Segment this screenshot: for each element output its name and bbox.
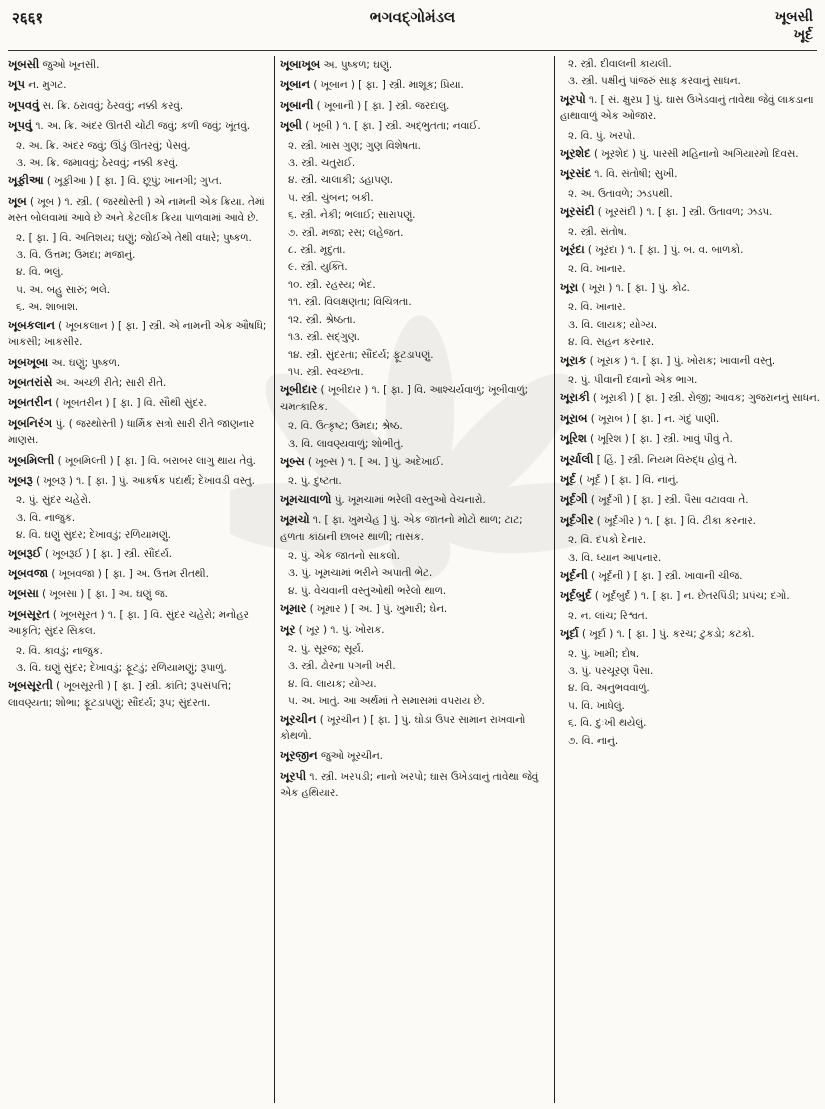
sense-line <box>280 138 548 154</box>
definition-text: ( ખૂરાક ) ૧. [ ફા. ] પું. ખોરાક; ખાવાની વસ્તુ. <box>586 354 776 367</box>
sense-line <box>560 608 820 624</box>
sense-line <box>280 693 548 709</box>
definition-text: ( ખૂરંદા ) ૧. [ ફા. ] પું. બ. વ. બાળકો. <box>584 244 744 257</box>
sense-line <box>280 242 548 258</box>
definition-text: ( ખૂબીદાર ) ૧. [ ફા. ] વિ. આશ્ચર્યવાળું; ખૂબીવાળું; ચમત્કારિક. <box>280 384 529 413</box>
definition-text: ૨. પું. સૂરજ; સૂર્ય. <box>288 643 365 655</box>
sense-line <box>280 548 548 564</box>
definition-text: ( ખૂર્દગી ) [ ફા. ] સ્ત્રી. પૈસા વટાવવા તે. <box>587 494 749 507</box>
dictionary-entry <box>560 241 820 258</box>
sense-line <box>560 550 820 566</box>
sense-line <box>8 299 270 315</box>
definition-text: ૩. વિ. ઉત્તમ; ઉમદા; મજાનું. <box>16 249 136 262</box>
definition-text: ( ખૂરાકી ) [ ફા. ] સ્ત્રી. રોજી; આવક; ગુજરાનનું સાધન. <box>589 392 820 405</box>
headword: ખૂર્દબુર્દ <box>560 588 592 603</box>
definition-text: ૧૫. સ્ત્રી. સ્વચ્છતા. <box>288 365 364 378</box>
definition-text: ૪. વિ. લાયક; યોગ્ય. <box>288 677 377 690</box>
dictionary-entry <box>280 511 548 545</box>
definition-text: ( ખૂરચીન ) [ ફા. ] પું. ઘોડા ઉપર સામાન રાખવાનો કોથળો. <box>280 713 526 743</box>
sense-line <box>560 733 820 749</box>
definition-text: ૯. સ્ત્રી. યુક્તિ. <box>288 261 348 274</box>
headword: ખૂપવું <box>8 118 33 133</box>
definition-text: ( ખૂર્દબુર્દ ) ૧. [ ફા. ] ન. છેતરપિંડી; પ્રપંચ; દગો. <box>591 590 790 603</box>
headword: ખૂપવવું <box>8 97 40 112</box>
sense-line <box>8 155 270 171</box>
headword: ખૂપ <box>8 77 25 92</box>
definition-text: ( ખૂબી ) ૧. [ ફા. ] સ્ત્રી. અદ્ભુતતા; નવાઈ. <box>301 120 481 133</box>
definition-text: ૩. વિ. લાયક; યોગ્ય. <box>568 318 658 331</box>
definition-text: ૧૪. સ્ત્રી. સુંદરતા; સૌંદર્ય; ફૂટડાપણું. <box>288 348 434 361</box>
headword: ખૂર્દની <box>560 567 588 582</box>
definition-text: ૧૧. સ્ત્રી. વિલક્ષણતા; વિચિત્રતા. <box>288 296 412 309</box>
definition-text: ન. મુગટ. <box>24 79 67 92</box>
sense-line <box>560 646 820 662</box>
header-rule <box>8 50 817 51</box>
sense-line <box>280 641 548 657</box>
headword: ખૂર્દા <box>560 626 579 641</box>
definition-text: ( ખૂબમિલ્તી ) [ ફા. ] વિ. બરાબર લાગુ થાય તેવું. <box>54 454 256 467</box>
definition-text: અ. અચ્છી રીતે; સારી રીતે. <box>52 376 167 389</box>
definition-text: ( ખૂબરૂઈ ) [ ફા. ] સ્ત્રી. સૌંદર્ય. <box>41 547 173 560</box>
headword: ખૂબીદાર <box>280 382 318 397</box>
definition-text: ૬. વિ. દુઃખી થયેલું. <box>568 717 647 730</box>
dictionary-entry <box>280 621 548 638</box>
definition-text: ( ખૂબ્સ ) ૧. [ અ. ] પું. અદેખાઈ. <box>304 455 444 468</box>
headword: ખૂબનિરંગ <box>8 415 53 430</box>
definition-text: ૧. વિ. સંતોષી; સુખી. <box>591 168 678 181</box>
definition-text: ૬. સ્ત્રી. નેકી; ભલાઈ; સારાપણું. <box>288 209 416 222</box>
definition-text: ( ખૂબસૂરતી ) [ ફા. ] સ્ત્રી. કાંતિ; રૂપસંપત્તિ; લાવણ્યતા; શોભા; ફૂટડાપણું; સૌંદર્ય; રૂપ; સુંદરતા. <box>8 680 232 709</box>
dictionary-entry <box>560 203 820 220</box>
sense-line <box>280 190 548 206</box>
sense-line <box>8 492 270 508</box>
sense-line <box>560 128 820 144</box>
dictionary-entry <box>8 172 270 189</box>
dictionary-entry <box>560 91 820 125</box>
dictionary-entry <box>560 352 820 369</box>
sense-line <box>280 277 548 293</box>
definition-text: ૧. [ સં. ક્ષુરપ્ર ] પું. ઘાસ ઉખેડવાનું તાવેથા જેવું લાકડાના હાથાવાળું એક ઓજાર. <box>560 93 814 123</box>
definition-text: ( ખૂફીઆ ) [ ફા. ] વિ. છૂપું; ખાનગી; ગુપ્ત. <box>43 175 223 188</box>
sense-line <box>280 565 548 581</box>
dictionary-entry <box>8 472 270 489</box>
dictionary-entry <box>560 279 820 296</box>
headword: ખૂબસા <box>8 586 39 601</box>
guide-word-bottom: ખૂર્દ <box>793 27 813 43</box>
definition-text: ( ખૂબરૂ ) ૧. [ ફા. ] પું. આકર્ષક પદાર્થ; દેખાવડી વસ્તુ. <box>32 474 255 487</box>
sense-line <box>560 680 820 696</box>
headword: ખૂફીઆ <box>8 173 44 188</box>
dictionary-entry <box>8 374 270 391</box>
definition-text: ( ખૂરશેદ ) પું. પારસી મહિનાનો અગિયારમો દિવસ. <box>590 148 799 161</box>
dictionary-entry <box>8 415 270 449</box>
headword: ખૂમચો <box>280 512 310 527</box>
sense-line <box>560 186 820 202</box>
sense-line <box>8 282 270 298</box>
headword: ખૂબાની <box>280 97 314 112</box>
definition-text: ૧૦. સ્ત્રી. રહસ્ય; ભેદ. <box>288 278 376 291</box>
guide-word-top: ખૂબસી <box>774 9 813 25</box>
sense-line <box>560 224 820 240</box>
definition-text: ૩. વિ. લાવણ્યવાળું; શોભીતું. <box>288 437 404 450</box>
column-divider <box>554 56 555 1103</box>
column-3 <box>560 56 820 1103</box>
sense-line <box>280 225 548 241</box>
definition-text: ૨. પું. સુંદર ચહેરો. <box>16 494 92 507</box>
definition-text: ૮. સ્ત્રી. મૃદુતા. <box>288 244 346 257</box>
dictionary-entry <box>8 76 270 93</box>
definition-text: ૪. વિ. અનુભવવાળું. <box>568 682 650 695</box>
headword: ખૂબખૂબા <box>8 354 49 369</box>
definition-text: ૨. વિ. ખાનાર. <box>568 301 626 314</box>
definition-text: ૨. વિ. દપકો દેનાર. <box>568 534 646 547</box>
definition-text: સ. ક્રિ. ઠરાવવું; ઠેરવવું; નક્કી કરવું. <box>39 99 184 112</box>
definition-text: ૨. સ્ત્રી. સંતોષ. <box>568 225 627 238</box>
headword: ખૂરચીન <box>280 711 317 726</box>
definition-text: ( ખૂરા ) ૧. [ ફા. ] પું. કોઢ. <box>578 281 690 294</box>
definition-text: ( ખૂબસા ) [ ફા. ] અ. ઘણું જ. <box>38 588 168 601</box>
dictionary-columns <box>8 56 819 1103</box>
definition-text: ૫. અ. બહુ સારું; ભલે. <box>16 283 111 296</box>
headword: ખૂર્ચાલી <box>560 451 594 466</box>
dictionary-entry <box>560 145 820 162</box>
dictionary-entry <box>280 747 548 764</box>
headword: ખૂરપો <box>560 91 586 106</box>
definition-text: ૪. વિ. ભલું. <box>16 266 64 279</box>
headword: ખૂરંદા <box>560 242 585 257</box>
definition-text: ( ખૂબસૂરત ) ૧. [ ફા. ] વિ. સુંદર ચહેરો; મનોહર આકૃતિ; સુંદર સિકલ. <box>8 608 249 638</box>
sense-line <box>280 294 548 310</box>
page-number: २६६१ <box>12 9 44 27</box>
sense-line <box>280 347 548 363</box>
sense-line <box>280 436 548 452</box>
dictionary-entry <box>8 354 270 371</box>
definition-text: ૨. વિ. પું. ખરપો. <box>568 129 636 142</box>
definition-text: ( ખૂર્દની ) [ ફા. ] સ્ત્રી. ખાવાની ચીજ. <box>587 569 743 582</box>
headword: ખૂરા <box>560 279 579 294</box>
sense-line <box>560 532 820 548</box>
definition-text: ૩. વિ. ઘણું સુંદર; દેખાવડું; ફૂટડું; રળિયામણું; રૂપાળું. <box>16 662 227 674</box>
dictionary-entry <box>280 381 548 415</box>
definition-text: ( ખૂરસંદી ) ૧. [ ફા. ] સ્ત્રી. ઉતાવળ; ઝડપ. <box>594 206 773 219</box>
headword: ખૂર <box>280 621 296 636</box>
sense-line <box>8 510 270 526</box>
definition-text: ( ખૂબાની ) [ ફા. ] સ્ત્રી. જરદાલુ. <box>313 99 450 112</box>
definition-text: જુઓ ખૂનસી. <box>39 59 100 71</box>
dictionary-entry <box>8 394 270 411</box>
dictionary-entry <box>280 76 548 93</box>
definition-text: ૨. અ. ઉતાવળે; ઝડપથી. <box>568 187 673 200</box>
definition-text: ( ખૂબતરીન ) [ ફા. ] વિ. સૌથી સુંદર. <box>52 397 207 410</box>
headword: ખૂબસૂરતી <box>8 678 53 693</box>
guide-words <box>775 8 813 44</box>
definition-text: ૩. વિ. ધ્યાન આપનાર. <box>568 551 662 564</box>
sense-line <box>280 155 548 171</box>
sense-line <box>280 259 548 275</box>
definition-text: ૨. પું. એક જાતનો સાકલો. <box>288 549 401 562</box>
headword: ખૂબી <box>280 118 302 133</box>
definition-text: અ. ઘણું; પુષ્કળ. <box>48 356 121 369</box>
definition-text: ૨. [ ફા. ] વિ. અતિશય; ઘણું; જોઈએ તેથી વધારે; પુષ્કળ. <box>16 231 252 244</box>
headword: ખૂર્દગીર <box>560 512 594 527</box>
headword: ખૂબસી <box>8 57 40 71</box>
sense-line <box>8 643 270 659</box>
definition-text: ૪. પું. વેચવાની વસ્તુઓથી ભરેલો થાળ. <box>288 584 447 597</box>
definition-text: ૩. અ. ક્રિ. જમાવવું; ઠેરવવું; નક્કી કરવું. <box>16 157 179 170</box>
definition-text: ૫. વિ. ખાધેલું. <box>568 699 625 712</box>
headword: ખૂબમિલ્તી <box>8 452 55 467</box>
sense-line <box>280 676 548 692</box>
sense-line <box>280 329 548 345</box>
headword: ખૂબસૂરત <box>8 606 50 621</box>
dictionary-entry <box>8 565 270 582</box>
headword: ખૂરાકી <box>560 390 590 405</box>
definition-text: ( ખૂર ) ૧. પું. ખોરાક. <box>295 623 385 636</box>
sense-line <box>560 663 820 679</box>
sense-line <box>280 312 548 328</box>
dictionary-entry <box>8 317 270 351</box>
definition-text: પું. ખૂમચામાં ભરેલી વસ્તુઓ વેચનારો. <box>331 493 486 506</box>
headword: ખૂરસંદી <box>560 204 595 219</box>
dictionary-entry <box>560 451 820 468</box>
sense-line <box>560 317 820 333</box>
definition-text: ૧. અ. ક્રિ. અંદર ઊતરી ચોંટી જવું; કળી જવું; ખૂંતવું. <box>32 120 251 133</box>
definition-text: ( ખૂબકલાન ) [ ફા. ] સ્ત્રી. એ નામની એક ઔષધિ; ખાકસી; ખાકસીર. <box>8 319 267 349</box>
headword: ખૂરાક <box>560 352 587 367</box>
definition-text: ૧૨. સ્ત્રી. શ્રેષ્ઠતા. <box>288 313 356 326</box>
dictionary-entry <box>8 117 270 134</box>
definition-text: ૨. અ. ક્રિ. અંદર જવું; ઊંડું ઊતરવું; પેસવું. <box>16 139 191 152</box>
dictionary-entry <box>280 491 548 508</box>
headword: ખૂબ્સ <box>280 453 305 468</box>
dictionary-entry <box>280 97 548 114</box>
definition-text: ૨. વિ. ખાનાર. <box>568 263 626 276</box>
dictionary-entry <box>8 585 270 602</box>
dictionary-entry <box>280 600 548 617</box>
dictionary-entry <box>280 711 548 745</box>
definition-text: ૨. સ્ત્રી. ખાસ ગુણ; ગુણ વિશેષતા. <box>288 139 421 152</box>
definition-text: ૨. વિ. ઉત્કૃષ્ટ; ઉમદા; શ્રેષ્ઠ. <box>288 420 403 433</box>
sense-line <box>280 364 548 380</box>
headword: ખૂરપી <box>280 768 307 783</box>
column-divider <box>274 56 275 1103</box>
definition-text: ૪. વિ. ઘણું સુંદર; દેખાવડું; રળિયામણું. <box>16 529 172 542</box>
definition-text: ૭. સ્ત્રી. મજા; રસ; લહેજત. <box>288 226 404 239</box>
dictionary-entry <box>560 165 820 182</box>
headword: ખૂરશેદ <box>560 146 591 161</box>
sense-line <box>560 73 820 89</box>
definition-text: ( ખૂરિશ ) [ ફા. ] સ્ત્રી. ખાવું પીવું તે. <box>586 433 733 446</box>
definition-text: [ હિં. ] સ્ત્રી. નિયમ વિરુદ્ધ હોવું તે. <box>593 453 738 466</box>
headword: ખૂરિશ <box>560 431 587 446</box>
headword: ખૂર્દ <box>560 471 576 486</box>
definition-text: ૭. વિ. નાનું. <box>568 734 619 747</box>
sense-line <box>560 261 820 277</box>
dictionary-entry <box>8 677 270 711</box>
sense-line <box>280 473 548 489</box>
dictionary-entry <box>560 625 820 642</box>
definition-text: ( ખૂબાન ) [ ફા. ] સ્ત્રી. માશૂક; પ્રિયા. <box>310 79 464 92</box>
headword: ખૂમચાવાળો <box>280 491 332 506</box>
sense-line <box>8 138 270 154</box>
headword: ખૂબવજા <box>8 565 49 580</box>
definition-text: ૬. અ. શાબાશ. <box>16 301 79 314</box>
dictionary-entry <box>560 491 820 508</box>
column-1 <box>8 56 270 1103</box>
dictionary-entry <box>280 768 548 802</box>
definition-text: અ. પુષ્કળ; ઘણું. <box>320 59 393 71</box>
definition-text: ૩. વિ. નાજુક. <box>16 511 76 524</box>
definition-text: ( ખૂર્દગીર ) ૧. [ ફા. ] વિ. ટીકા કરનાર. <box>593 514 756 527</box>
headword: ખૂબાખૂબ <box>280 57 321 71</box>
definition-text: ૨. ન. લાંચ; રિશ્વત. <box>568 609 648 622</box>
sense-line <box>280 172 548 188</box>
sense-line <box>560 299 820 315</box>
headword: ખૂબરૂ <box>8 472 33 487</box>
headword: ખૂરજીન <box>280 748 318 763</box>
dictionary-entry <box>8 97 270 114</box>
dictionary-entry <box>560 512 820 529</box>
headword: ખૂબકલાન <box>8 317 55 332</box>
sense-line <box>8 264 270 280</box>
definition-text: ( ખૂર્દા ) ૧. [ ફા. ] પું. કરચ; ટુકડો; કટકો. <box>578 628 755 641</box>
definition-text: ૨. સ્ત્રી. દીવાલની કાયલી. <box>568 58 672 70</box>
sense-line <box>280 418 548 434</box>
headword: ખૂબતરીન <box>8 395 53 410</box>
dictionary-entry <box>8 606 270 640</box>
sense-line <box>560 698 820 714</box>
definition-text: ૩. પું. ખૂમચામાં ભરીને અપાતી ભેટ. <box>288 567 433 580</box>
dictionary-entry <box>280 453 548 470</box>
definition-text: પું. ( જરથોસ્તી ) ધાર્મિક સત્રો સારી રીતે જાણનાર માણસ. <box>8 417 255 447</box>
headword: ખૂબતરાંસે <box>8 374 53 389</box>
sense-line <box>8 660 270 676</box>
definition-text: ૨. પું. પીવાની દવાનો એક ભાગ. <box>568 373 698 386</box>
dictionary-entry <box>560 471 820 488</box>
definition-text: ૪. સ્ત્રી. ચાલાકી; ડહાપણ. <box>288 174 394 187</box>
sense-line <box>560 334 820 350</box>
definition-text: ૨. વિ. કાવડું; નાજુક. <box>16 644 103 657</box>
definition-text: ૪. વિ. સહન કરનાર. <box>568 336 655 349</box>
sense-line <box>280 207 548 223</box>
definition-text: ૩. સ્ત્રી. ઢોરના પગની ખરી. <box>288 660 396 673</box>
sense-line <box>560 56 820 72</box>
definition-text: ૨. પું. ખામી; દોષ. <box>568 647 640 660</box>
sense-line <box>8 230 270 246</box>
dictionary-entry <box>560 430 820 447</box>
headword: ખૂરાબ <box>560 410 588 425</box>
sense-line <box>560 715 820 731</box>
headword: ખૂબરૂઈ <box>8 545 42 560</box>
dictionary-entry <box>560 587 820 604</box>
definition-text: ( ખૂરાબ ) [ ફા. ] ન. ગંદું પાણી. <box>587 412 720 425</box>
sense-line <box>280 658 548 674</box>
sense-line <box>280 583 548 599</box>
definition-text: જુઓ ખૂરચીન. <box>317 750 383 763</box>
definition-text: ૫. અ. ખાતું. આ અર્થમાં તે સમાસમાં વપરાય છે. <box>288 695 485 708</box>
sense-line <box>560 372 820 388</box>
definition-text: ૩. સ્ત્રી. ચતુરાઈ. <box>288 157 356 170</box>
definition-text: ૩. પું. પરચૂરણ પૈસા. <box>568 665 654 677</box>
definition-text: ૧. સ્ત્રી. ખરપડી; નાનો ખરપો; ઘાસ ઉખેડવાનું તાવેથા જેવું એક હથિયાર. <box>280 770 539 800</box>
headword: ખૂમાર <box>280 601 307 616</box>
headword: ખૂરસંદ <box>560 166 592 181</box>
definition-text: ૧૩. સ્ત્રી. સદ્ગુણ. <box>288 331 360 344</box>
dictionary-entry <box>280 117 548 134</box>
sense-line <box>8 527 270 543</box>
dictionary-entry <box>560 567 820 584</box>
sense-line <box>8 247 270 263</box>
dictionary-entry <box>8 56 270 73</box>
column-2 <box>280 56 548 1103</box>
definition-text: ( ખૂબ ) ૧. સ્ત્રી. ( જરથોસ્તી ) એ નામની એક ક્રિયા. તેમાં મસ્ત બોલવામાં આવે છે અને કેટલીક ક્રિયા પાળવામાં આવે છે. <box>8 195 265 225</box>
dictionary-entry <box>8 193 270 227</box>
definition-text: ( ખૂર્દ ) [ ફા. ] વિ. નાનું. <box>575 473 679 486</box>
dictionary-entry <box>280 56 548 73</box>
definition-text: ૫. સ્ત્રી. ચુંબન; બકી. <box>288 191 374 204</box>
dictionary-entry <box>8 545 270 562</box>
dictionary-entry <box>8 452 270 469</box>
definition-text: ૨. પું. દુષ્ટતા. <box>288 475 342 488</box>
definition-text: ( ખૂબવજા ) [ ફા. ] અ. ઉત્તમ રીતથી. <box>48 567 209 580</box>
headword: ખૂબ <box>8 193 27 208</box>
headword: ખૂબાન <box>280 77 311 92</box>
definition-text: ( ખૂમાર ) [ અ. ] પું. ખુમારી; ઘેન. <box>306 603 448 616</box>
dictionary-entry <box>560 410 820 427</box>
dictionary-entry <box>560 389 820 406</box>
definition-text: ૧. [ ફા. ખુમચેહ ] પું. એક જાતનો મોટો થાળ; ટાટ; હળતા કાંઠાની છાબર થાળી; તાસક. <box>280 514 523 543</box>
headword: ખૂર્દગી <box>560 492 588 507</box>
running-title: ભગવદ્ગોમંડલ <box>369 8 456 26</box>
definition-text: ૩. સ્ત્રી. પક્ષીનું પાંજરું સાફ કરવાનું સાધન. <box>568 75 741 88</box>
